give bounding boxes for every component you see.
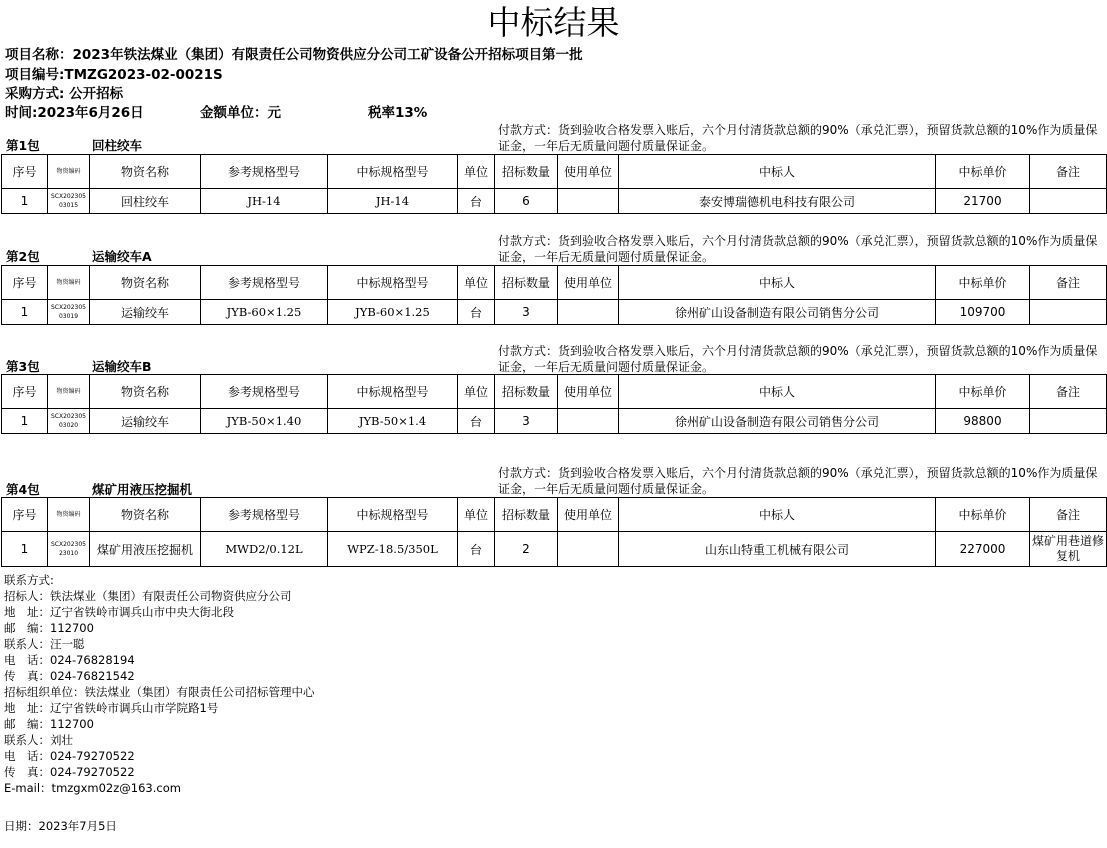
cell-win-spec: JYB-60×1.25: [328, 300, 458, 325]
col-header: 中标规格型号: [328, 266, 458, 300]
cell-qty: 3: [495, 409, 558, 434]
package-name: 运输绞车A: [92, 249, 152, 264]
col-header: 物资名称: [90, 375, 201, 409]
col-header: 单位: [458, 266, 495, 300]
table-header-row: [2, 155, 1107, 189]
cell-ref-spec: JH-14: [201, 189, 328, 214]
table-row: [2, 532, 1107, 567]
contact-line: 邮 编：112700: [4, 717, 94, 731]
bid-time: 时间:2023年6月26日: [5, 105, 144, 121]
project-number: 项目编号:TMZG2023-02-0021S: [5, 67, 223, 83]
col-header: 物资编码: [48, 155, 90, 189]
cell-ref-spec: JYB-60×1.25: [201, 300, 328, 325]
procurement-method: 采购方式: 公开招标: [5, 86, 124, 102]
cell-winner: 徐州矿山设备制造有限公司销售分公司: [619, 300, 936, 325]
col-header: 参考规格型号: [201, 375, 328, 409]
col-header: 物资名称: [90, 498, 201, 532]
contact-block: [4, 572, 315, 796]
contact-email: E-mail：tmzgxm02z@163.com: [4, 781, 181, 795]
cell-material: 回柱绞车: [90, 189, 201, 214]
col-header: 序号: [2, 266, 48, 300]
cell-ref-spec: JYB-50×1.40: [201, 409, 328, 434]
cell-winner: 泰安博瑞德机电科技有限公司: [619, 189, 936, 214]
contact-line: 传 真：024-76821542: [4, 669, 135, 683]
col-header: 参考规格型号: [201, 155, 328, 189]
contact-line: 电 话：024-76828194: [4, 653, 135, 667]
cell-price: 21700: [936, 189, 1030, 214]
cell-no: 1: [2, 189, 48, 214]
table-header-row: [2, 266, 1107, 300]
col-header: 物资编码: [48, 498, 90, 532]
cell-material: 运输绞车: [90, 409, 201, 434]
cell-win-spec: JYB-50×1.4: [328, 409, 458, 434]
package-label: 第3包: [6, 359, 40, 374]
col-header: 物资编码: [48, 375, 90, 409]
cell-unit: 台: [458, 300, 495, 325]
col-header: 招标数量: [495, 498, 558, 532]
col-header: 招标数量: [495, 266, 558, 300]
col-header: 备注: [1030, 266, 1107, 300]
cell-winner: 山东山特重工机械有限公司: [619, 532, 936, 567]
table-row: [2, 300, 1107, 325]
col-header: 中标单价: [936, 266, 1030, 300]
cell-material: 运输绞车: [90, 300, 201, 325]
table-row: [2, 409, 1107, 434]
page-title: 中标结果: [487, 3, 620, 42]
col-header: 使用单位: [558, 266, 619, 300]
package-name: 回柱绞车: [92, 138, 143, 153]
col-header: 中标人: [619, 375, 936, 409]
contact-line: 招标人：铁法煤业（集团）有限责任公司物资供应分公司: [4, 589, 292, 603]
col-header: 备注: [1030, 498, 1107, 532]
col-header: 物资名称: [90, 155, 201, 189]
cell-user: [558, 300, 619, 325]
col-header: 使用单位: [558, 375, 619, 409]
col-header: 中标规格型号: [328, 155, 458, 189]
cell-price: 98800: [936, 409, 1030, 434]
package-label: 第1包: [6, 138, 40, 153]
col-header: 单位: [458, 155, 495, 189]
contact-line: 邮 编：112700: [4, 621, 94, 635]
cell-qty: 3: [495, 300, 558, 325]
cell-win-spec: JH-14: [328, 189, 458, 214]
col-header: 中标单价: [936, 375, 1030, 409]
col-header: 招标数量: [495, 375, 558, 409]
contact-line: 传 真：024-79270522: [4, 765, 135, 779]
col-header: 序号: [2, 375, 48, 409]
payment-terms: 付款方式：货到验收合格发票入账后，六个月付清货款总额的90%（承兑汇票），预留货款总额的10%作为质量保证金，一年后无质量问题付质量保证金。: [498, 344, 1098, 374]
cell-material: 煤矿用液压挖掘机: [90, 532, 201, 567]
col-header: 参考规格型号: [201, 266, 328, 300]
package-label: 第4包: [6, 482, 40, 497]
package-table: [1, 497, 1107, 567]
col-header: 招标数量: [495, 155, 558, 189]
cell-note: 煤矿用巷道修复机: [1030, 532, 1107, 567]
amount-unit: 金额单位：元: [200, 105, 281, 121]
cell-user: [558, 409, 619, 434]
cell-note: [1030, 189, 1107, 214]
contact-line: 招标组织单位：铁法煤业（集团）有限责任公司招标管理中心: [4, 685, 315, 699]
cell-qty: 6: [495, 189, 558, 214]
contact-heading: 联系方式:: [4, 573, 54, 587]
col-header: 中标规格型号: [328, 498, 458, 532]
payment-terms: 付款方式：货到验收合格发票入账后，六个月付清货款总额的90%（承兑汇票），预留货款总额的10%作为质量保证金，一年后无质量问题付质量保证金。: [498, 234, 1098, 264]
col-header: 备注: [1030, 375, 1107, 409]
contact-line: 地 址：辽宁省铁岭市调兵山市中央大街北段: [4, 605, 234, 619]
cell-price: 227000: [936, 532, 1030, 567]
cell-user: [558, 532, 619, 567]
cell-qty: 2: [495, 532, 558, 567]
col-header: 物资编码: [48, 266, 90, 300]
package-name: 运输绞车B: [92, 359, 152, 374]
col-header: 单位: [458, 498, 495, 532]
cell-note: [1030, 409, 1107, 434]
package-table: [1, 265, 1107, 325]
col-header: 序号: [2, 155, 48, 189]
cell-code: SCX202305 23010: [48, 532, 90, 567]
contact-line: 电 话：024-79270522: [4, 749, 135, 763]
cell-code: SCX202305 03015: [48, 189, 90, 214]
project-name: 项目名称：2023年铁法煤业（集团）有限责任公司物资供应分公司工矿设备公开招标项目第一批: [5, 47, 583, 63]
payment-terms: 付款方式：货到验收合格发票入账后，六个月付清货款总额的90%（承兑汇票），预留货款总额的10%作为质量保证金，一年后无质量问题付质量保证金。: [498, 123, 1098, 153]
cell-code: SCX202305 03019: [48, 300, 90, 325]
cell-unit: 台: [458, 532, 495, 567]
package-label: 第2包: [6, 249, 40, 264]
table-row: [2, 189, 1107, 214]
col-header: 使用单位: [558, 498, 619, 532]
package-table: [1, 154, 1107, 214]
col-header: 物资名称: [90, 266, 201, 300]
cell-note: [1030, 300, 1107, 325]
col-header: 中标单价: [936, 498, 1030, 532]
col-header: 中标人: [619, 266, 936, 300]
col-header: 单位: [458, 375, 495, 409]
tax-rate: 税率13%: [368, 105, 428, 121]
cell-no: 1: [2, 532, 48, 567]
cell-code: SCX202305 03020: [48, 409, 90, 434]
cell-ref-spec: MWD2/0.12L: [201, 532, 328, 567]
col-header: 中标人: [619, 155, 936, 189]
col-header: 中标规格型号: [328, 375, 458, 409]
col-header: 备注: [1030, 155, 1107, 189]
col-header: 参考规格型号: [201, 498, 328, 532]
table-header-row: [2, 375, 1107, 409]
cell-unit: 台: [458, 189, 495, 214]
contact-line: 地 址：辽宁省铁岭市调兵山市学院路1号: [4, 701, 219, 715]
contact-line: 联系人：刘壮: [4, 733, 73, 747]
payment-terms: 付款方式：货到验收合格发票入账后，六个月付清货款总额的90%（承兑汇票），预留货款总额的10%作为质量保证金，一年后无质量问题付质量保证金。: [498, 466, 1098, 496]
col-header: 中标单价: [936, 155, 1030, 189]
cell-win-spec: WPZ-18.5/350L: [328, 532, 458, 567]
col-header: 中标人: [619, 498, 936, 532]
col-header: 序号: [2, 498, 48, 532]
table-header-row: [2, 498, 1107, 532]
document-date: 日期：2023年7月5日: [4, 819, 117, 833]
contact-line: 联系人：汪一聪: [4, 637, 85, 651]
package-table: [1, 374, 1107, 434]
cell-unit: 台: [458, 409, 495, 434]
cell-no: 1: [2, 409, 48, 434]
cell-user: [558, 189, 619, 214]
cell-winner: 徐州矿山设备制造有限公司销售分公司: [619, 409, 936, 434]
cell-price: 109700: [936, 300, 1030, 325]
col-header: 使用单位: [558, 155, 619, 189]
cell-no: 1: [2, 300, 48, 325]
package-name: 煤矿用液压挖掘机: [92, 482, 193, 497]
